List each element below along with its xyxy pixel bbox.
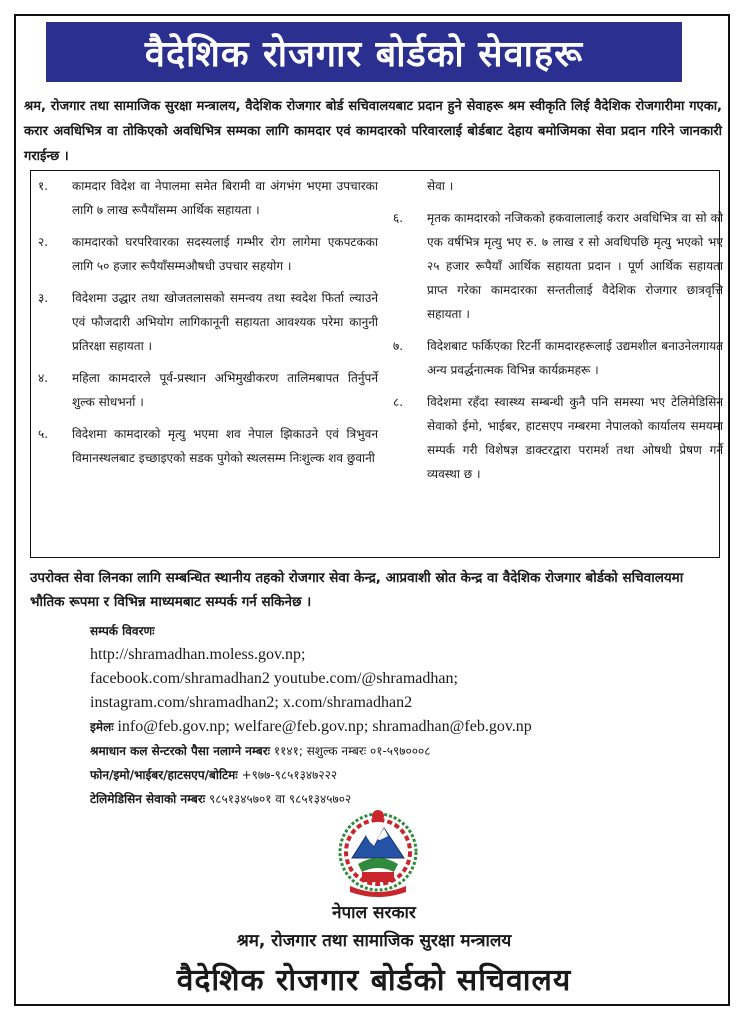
service-item-6 xyxy=(393,206,723,326)
service-number: ८. xyxy=(393,395,404,409)
service-number: ७. xyxy=(393,339,404,353)
service-text: विदेशमा रहँदा स्वास्थ्य सम्बन्धी कुनै पनि समस्या भए टेलिमेडिसिन सेवाको ईमो, भाईबर, हाटसएप नम्बरमा नेपालको कार्यालय समयमा सम्पर्क गरी विशेषज्ञ डाक्टरद्वारा परामर्श तथा ओषधी प्रेषण गर्ने व्यवस्था छ । xyxy=(427,395,723,481)
website-link[interactable]: http://shramadhan.moless.gov.np; xyxy=(90,646,306,663)
email-label: इमेलः xyxy=(90,720,114,734)
contact-note: उपरोक्त सेवा लिनका लागि सम्बन्धित स्थानीय तहको रोजगार सेवा केन्द्र, आप्रवाशी स्रोत केन्द्र वा वैदेशिक रोजगार बोर्डको सचिवालयमा भौतिक रूपमा र विभिन्न माध्यमबाट सम्पर्क गर्न सकिनेछ । xyxy=(30,570,684,610)
phone-row xyxy=(90,763,720,787)
services-left-column xyxy=(38,174,378,478)
service-number: १. xyxy=(38,179,49,193)
service-item-4 xyxy=(38,366,378,414)
ministry-name: श्रम, रोजगार तथा सामाजिक सुरक्षा मन्त्रालय xyxy=(236,931,512,951)
page-title: वैदेशिक रोजगार बोर्डको सेवाहरू xyxy=(46,22,682,82)
service-item-5 xyxy=(38,422,378,470)
social-links-1[interactable]: facebook.com/shramadhan2 youtube.com/@shramadhan; xyxy=(90,670,458,687)
service-item-7 xyxy=(393,334,723,382)
contact-heading: सम्पर्क विवरणः xyxy=(90,624,155,638)
service-text: विदेशमा उद्धार तथा खोजतलासको समन्वय तथा स्वदेश फिर्ता ल्याउने एवं फौजदारी अभियोग लागिकानूनी सहायता आवश्यक परेमा कानुनी प्रतिरक्षा सहायता । xyxy=(72,291,378,353)
phone-label: फोन/इमो/भाईबर/हाटसएप/बोटिमः xyxy=(90,768,238,782)
service-item-8 xyxy=(393,390,723,486)
secretariat-name: वैदेशिक रोजगार बोर्डको सचिवालय xyxy=(176,963,572,998)
service-text: विदेशबाट फर्किएका रिटर्नी कामदारहरूलाई उद्यमशील बनाउनेलगायत अन्य प्रवर्द्धनात्मक विभिन्न कार्यक्रमहरू । xyxy=(427,339,723,377)
service-number: ५. xyxy=(38,427,49,441)
nepal-emblem-icon xyxy=(332,806,424,902)
email-row xyxy=(90,715,720,739)
government-name: नेपाल सरकार xyxy=(332,903,416,923)
services-right-column xyxy=(393,174,723,494)
service-text: मृतक कामदारको नजिकको हकवालालाई करार अवधिभित्र वा सो को एक वर्षभित्र मृत्यु भए रु. ७ लाख र सो अवधिपछि मृत्यु भएको भए २५ हजार रूपैयाँ आर्थिक सहायता प्रदान । पूर्ण आर्थिक सहायता प्राप्त गरेका कामदारका सन्ततीलाई वैदेशिक रोजगार छात्रवृत्ति सहायता । xyxy=(427,211,723,321)
email-addresses[interactable]: info@feb.gov.np; welfare@feb.gov.np; shramadhan@feb.gov.np xyxy=(117,718,532,735)
callcenter-row xyxy=(90,739,720,763)
social-links-2[interactable]: instagram.com/shramadhan2; x.com/shramadhan2 xyxy=(90,694,413,711)
service-item-5-continued: सेवा । xyxy=(427,179,454,193)
telemedicine-label: टेलिमेडिसिन सेवाको नम्बरः xyxy=(90,792,206,806)
service-item-2 xyxy=(38,230,378,278)
callcenter-number[interactable]: ११४१; सशुल्क नम्बरः ०१-५९७०००८ xyxy=(273,744,431,758)
service-item-3 xyxy=(38,286,378,358)
service-item-1 xyxy=(38,174,378,222)
intro-paragraph: श्रम, रोजगार तथा सामाजिक सुरक्षा मन्त्रालय, वैदेशिक रोजगार बोर्ड सचिवालयबाट प्रदान हुने सेवाहरू श्रम स्वीकृति लिई वैदेशिक रोजगारीमा गएका, करार अवधिभित्र वा तोकिएको अवधिभित्र सम्मका लागि कामदार एवं कामदारको परिवारलाई बोर्डबाट देहाय बमोजिमका सेवा प्रदान गरिने जानकारी गराईन्छ । xyxy=(24,99,722,164)
service-text: महिला कामदारले पूर्व-प्रस्थान अभिमुखीकरण तालिमबापत तिर्नुपर्ने शुल्क सोधभर्ना । xyxy=(72,371,378,409)
callcenter-label: श्रमाधान कल सेन्टरको पैसा नलाग्ने नम्बरः xyxy=(90,744,271,758)
service-text: कामदार विदेश वा नेपालमा समेत बिरामी वा अंगभंग भएमा उपचारका लागि ७ लाख रूपैयाँसम्म आर्थिक सहायता । xyxy=(72,179,378,217)
telemedicine-number[interactable]: ९८५१३४५७०१ वा ९८५१३४५७०२ xyxy=(209,792,352,806)
service-text: विदेशमा कामदारको मृत्यु भएमा शव नेपाल झिकाउने एवं त्रिभुवन विमानस्थलबाट इच्छाइएको सडक पुगेको स्थलसम्म निःशुल्क शव छुवानी xyxy=(72,427,378,465)
service-number: ४. xyxy=(38,371,49,385)
service-text: कामदारको घरपरिवारका सदस्यलाई गम्भीर रोग लागेमा एकपटकका लागि ५० हजार रूपैयाँसम्मऔषधी उपचार सहयोग । xyxy=(72,235,378,273)
service-number: ६. xyxy=(393,211,404,225)
service-number: ३. xyxy=(38,291,49,305)
service-number: २. xyxy=(38,235,49,249)
phone-number[interactable]: +९७७-९८५१३४७२२२ xyxy=(241,768,338,782)
contact-details xyxy=(90,619,720,811)
